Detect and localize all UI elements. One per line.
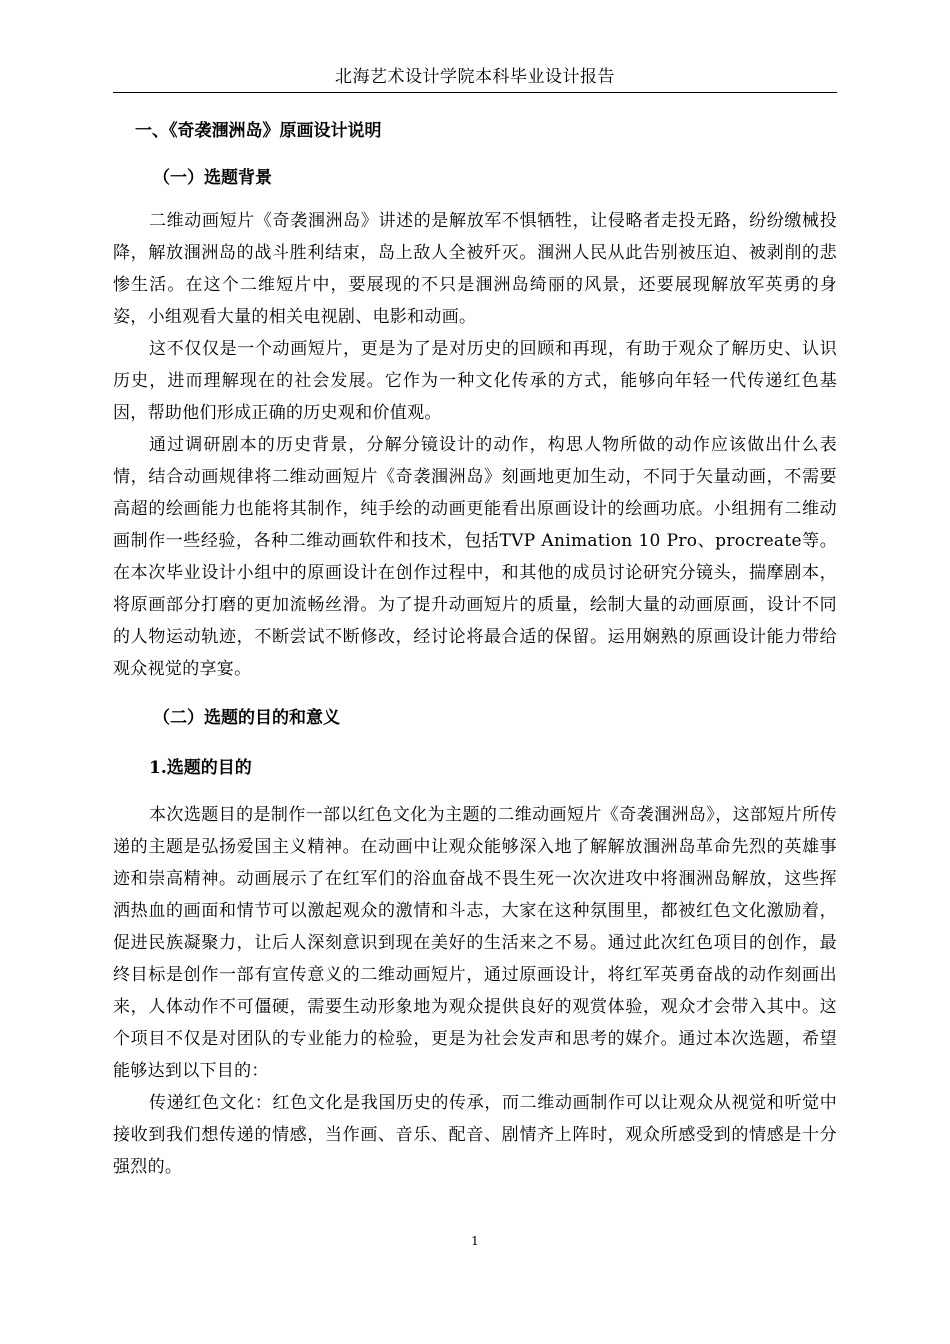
subsection-heading-background: （一）选题背景 bbox=[153, 168, 272, 188]
paragraph: 这不仅仅是一个动画短片，更是为了是对历史的回顾和再现，有助于观众了解历史、认识历史，进而理解现在的社会发展。它作为一种文化传承的方式，能够向年轻一代传递红色基因，帮助他们形成正确的历史观和价值观。 bbox=[113, 339, 837, 423]
header-rule bbox=[113, 92, 837, 93]
item-heading-purpose: 1.选题的目的 bbox=[149, 758, 252, 778]
running-header: 北海艺术设计学院本科毕业设计报告 bbox=[335, 67, 615, 87]
paragraph: 通过调研剧本的历史背景，分解分镜设计的动作，构思人物所做的动作应该做出什么表情，结合动画规律将二维动画短片《奇袭涠洲岛》刻画地更加生动，不同于矢量动画，不需要高超的绘画能力也能将其制作，纯手绘的动画更能看出原画设计的绘画功底。小组拥有二维动画制作一些经验，各种二维动画软件和技术，包括TVP Animation 10 Pro、procreate等。在本次毕业设计小组中的原画设计在创作过程中，和其他的成员讨论研究分镜头，揣摩剧本，将原画部分打磨的更加流畅丝滑。为了提升动画短片的质量，绘制大量的动画原画，设计不同的人物运动轨迹，不断尝试不断修改，经讨论将最合适的保留。运用娴熟的原画设计能力带给观众视觉的享宴。 bbox=[113, 435, 837, 679]
section-heading: 一、《奇袭涠洲岛》原画设计说明 bbox=[135, 121, 382, 141]
paragraph: 本次选题目的是制作一部以红色文化为主题的二维动画短片《奇袭涠洲岛》，这部短片所传递的主题是弘扬爱国主义精神。在动画中让观众能够深入地了解解放涠洲岛革命先烈的英雄事迹和崇高精神。动画展示了在红军们的浴血奋战不畏生死一次次进攻中将涠洲岛解放，这些挥洒热血的画面和情节可以激起观众的激情和斗志，大家在这种氛围里，都被红色文化激励着，促进民族凝聚力，让后人深刻意识到现在美好的生活来之不易。通过此次红色项目的创作，最终目标是创作一部有宣传意义的二维动画短片，通过原画设计，将红军英勇奋战的动作刻画出来，人体动作不可僵硬，需要生动形象地为观众提供良好的观赏体验，观众才会带入其中。这个项目不仅是对团队的专业能力的检验，更是为社会发声和思考的媒介。通过本次选题，希望能够达到以下目的： bbox=[113, 805, 837, 1081]
subsection-heading-purpose-significance: （二）选题的目的和意义 bbox=[153, 708, 340, 728]
paragraph: 传递红色文化：红色文化是我国历史的传承，而二维动画制作可以让观众从视觉和听觉中接收到我们想传递的情感，当作画、音乐、配音、剧情齐上阵时，观众所感受到的情感是十分强烈的。 bbox=[113, 1093, 837, 1177]
body-content bbox=[113, 112, 837, 1183]
page-number: 1 bbox=[471, 1234, 479, 1248]
paragraph: 二维动画短片《奇袭涠洲岛》讲述的是解放军不惧牺牲，让侵略者走投无路，纷纷缴械投降，解放涠洲岛的战斗胜利结束，岛上敌人全被歼灭。涠洲人民从此告别被压迫、被剥削的悲惨生活。在这个二维短片中，要展现的不只是涠洲岛绮丽的风景，还要展现解放军英勇的身姿，小组观看大量的相关电视剧、电影和动画。 bbox=[113, 211, 837, 327]
